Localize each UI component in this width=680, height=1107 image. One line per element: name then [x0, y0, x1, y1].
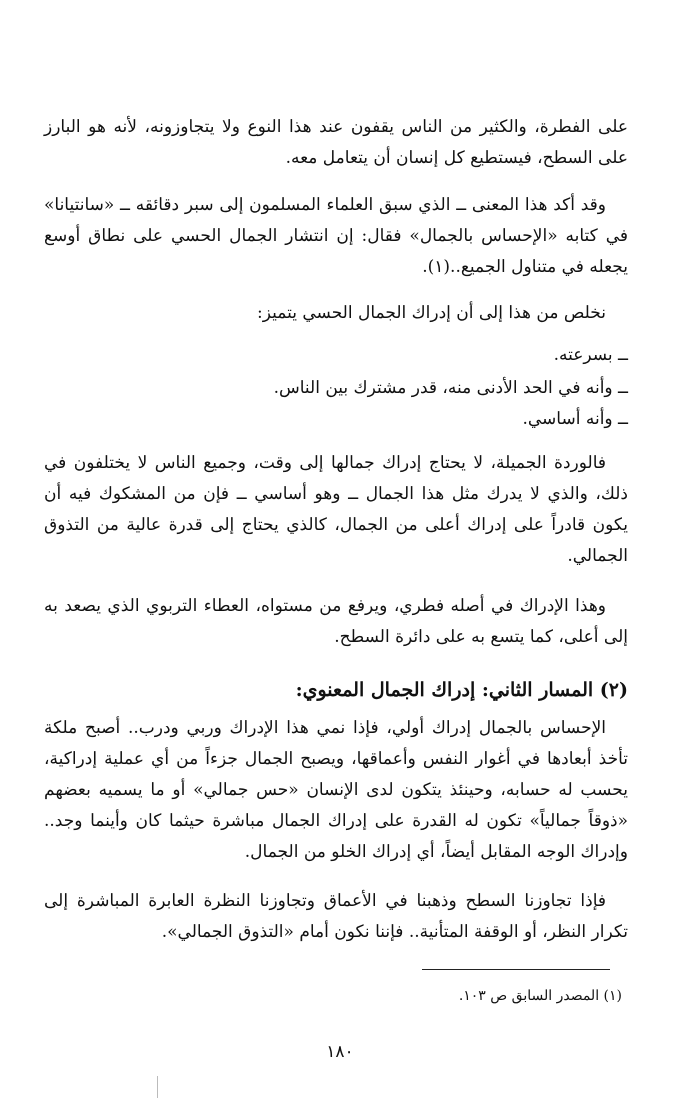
bullet-item-speed: ــ بسرعته. — [553, 345, 628, 365]
paragraph-aesthetic-taste: فإذا تجاوزنا السطح وذهبنا في الأعماق وتجاوزنا النظرة العابرة المباشرة إلى تكرار النظر، أو الوقفة المتأنية.. فإننا نكون أمام «التذوق الجمالي». — [44, 891, 628, 942]
paragraph-block-5 — [44, 591, 628, 653]
paragraph-block-3 — [44, 298, 628, 329]
paragraph-santayana: وقد أكد هذا المعنى ــ الذي سبق العلماء المسلمون إلى سبر دقائقه ــ «سانتيانا» في كتابه «الإحساس بالجمال» فقال: إن انتشار الجمال الحسي على نطاق أوسع يجعله في متناول الجميع..(١). — [44, 195, 628, 277]
paragraph-block-4 — [44, 448, 628, 572]
section-heading: (٢) المسار الثاني: إدراك الجمال المعنوي: — [295, 679, 628, 701]
bullet-item-basic: ــ وأنه أساسي. — [522, 409, 628, 429]
paragraph-block-6 — [44, 713, 628, 868]
paragraph-fitra: على الفطرة، والكثير من الناس يقفون عند هذا النوع ولا يتجاوزونه، لأنه هو البارز على السطح، فيستطيع كل إنسان أن يتعامل معه. — [44, 117, 628, 168]
paragraph-block-1 — [44, 112, 628, 174]
paragraph-block-7 — [44, 886, 628, 948]
paragraph-sense-of-beauty: الإحساس بالجمال إدراك أولي، فإذا نمي هذا الإدراك وربي ودرب.. أصبح ملكة تأخذ أبعادها في أغوار النفس وأعماقها، ويصبح الجمال جزءاً من أي عملية إدراكية، يحسب له حسابه، وحينئذ يتكون لدى الإنسان «حس جمالي» أو ما يسميه بعضهم «ذوقاً جمالياً» تكون له القدرة على إدراك الجمال مباشرة حيثما كان وأينما وجد.. وإدراك الوجه المقابل أيضاً، أي إدراك الخلو من الجمال. — [44, 718, 628, 862]
paragraph-rose: فالوردة الجميلة، لا يحتاج إدراك جمالها إلى وقت، وجميع الناس لا يختلفون في ذلك، والذي لا يدرك مثل هذا الجمال ــ وهو أساسي ــ فإن من المشكوك فيه أن يكون قادراً على إدراك أعلى من الجمال، كالذي يحتاج إلى قدرة عالية من التذوق الجمالي. — [44, 453, 628, 566]
footnote: (١) المصدر السابق ص ١٠٣. — [458, 988, 622, 1004]
crop-mark — [157, 1076, 158, 1098]
paragraph-summary-intro: نخلص من هذا إلى أن إدراك الجمال الحسي يتميز: — [257, 303, 606, 323]
paragraph-block-2 — [44, 190, 628, 283]
footnote-divider — [422, 969, 610, 970]
page-number: ١٨٠ — [326, 1042, 354, 1062]
paragraph-innate: وهذا الإدراك في أصله فطري، ويرفع من مستواه، العطاء التربوي الذي يصعد به إلى أعلى، كما يتسع به على دائرة السطح. — [44, 596, 628, 647]
bullet-item-common: ــ وأنه في الحد الأدنى منه، قدر مشترك بين الناس. — [273, 378, 628, 398]
